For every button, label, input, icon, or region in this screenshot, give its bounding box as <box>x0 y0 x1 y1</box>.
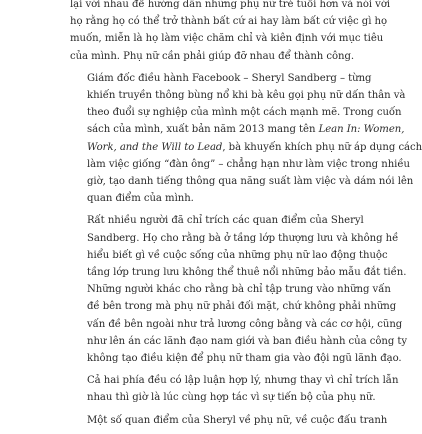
text-line: Cả hai phía đều có lập luận hợp lý, nhưng thay vì chỉ trích lẫn <box>87 375 399 387</box>
text-line: hiểu biết gì về cuộc sống của những phụ nữ lao động thuộc <box>87 249 388 261</box>
book-title-continued: Work, and the Will to Lead <box>87 141 223 153</box>
text-line: Giám đốc điều hành Facebook – Sheryl Sandberg – từng <box>87 72 372 84</box>
text-line: nhau thì giờ là lúc cùng hợp tác vì sự tiến bộ của phụ nữ. <box>87 392 376 404</box>
text-line: Một số quan điểm của Sheryl về phụ nữ, về cuộc đấu tranh <box>87 414 388 426</box>
paragraph-3 <box>70 212 408 367</box>
text-line: giờ, tạo danh tiếng thông qua năng suất làm việc và dám nói lên <box>87 176 414 188</box>
text-line: tầng lớp trung lưu không thể thuê nổi những bảo mẫu đắt tiền. <box>87 267 407 279</box>
paragraph-5 <box>70 412 388 429</box>
text-line: không tạo điều kiện để phụ nữ tham gia vào đội ngũ lãnh đạo. <box>87 353 402 365</box>
text-line-with-book-title <box>70 139 422 156</box>
text-line: làm việc giống “đàn ông” – chẳng hạn như làm việc trong nhiều <box>87 158 410 170</box>
text-line: quan điểm của mình. <box>87 193 194 205</box>
text-segment: , bà khuyến khích phụ nữ áp dụng cách <box>222 141 422 153</box>
text-line-with-book-title <box>70 121 405 138</box>
text-line: họ rằng họ có thể trở thành bất cứ ai hay làm bất cứ việc gì họ <box>70 16 388 28</box>
text-line: theo đuổi sự nghiệp của mình một cách mạnh mẽ. Trong cuốn <box>87 107 402 119</box>
book-title: Lean In: Women, <box>318 124 405 136</box>
text-segment: sách của mình, xuất bản năm 2013 mang tên <box>87 124 319 136</box>
text-line: như lên án các lãnh đạo nam giới và ban điều hành của công ty <box>87 335 408 347</box>
text-line: muốn, miễn là họ làm việc chăm chỉ và kiên định với mục tiêu <box>70 33 384 45</box>
text-line: đề bên trong mà phụ nữ phải đối mặt, chứ không phải những <box>87 301 397 313</box>
text-line: Rất nhiều người đã chỉ trích các quan điểm của Sheryl <box>87 215 364 227</box>
paragraph-2 <box>70 70 422 208</box>
paragraph-4 <box>70 372 399 406</box>
text-line: vấn đề bên ngoài như trả lương công bằng và các cơ hội, cũng <box>87 318 403 330</box>
text-line: Những người khác cho rằng bà chỉ tập trung vào những vấn <box>87 284 391 296</box>
body-text <box>70 0 422 434</box>
text-line: lại với nhau để hướng dẫn những phụ nữ trẻ tuổi hơn và nói với <box>70 0 391 10</box>
text-line: của mình. Phụ nữ cần phải giúp đỡ nhau để thành công. <box>70 50 355 62</box>
paragraph-1 <box>70 0 391 65</box>
text-line: Sandberg. Họ cho rằng bà ở tầng lớp thượng lưu và không hề <box>87 232 399 244</box>
text-line: khiến truyền thông bùng nổ khi bà kêu gọi phụ nữ dấn thân và <box>87 90 406 102</box>
